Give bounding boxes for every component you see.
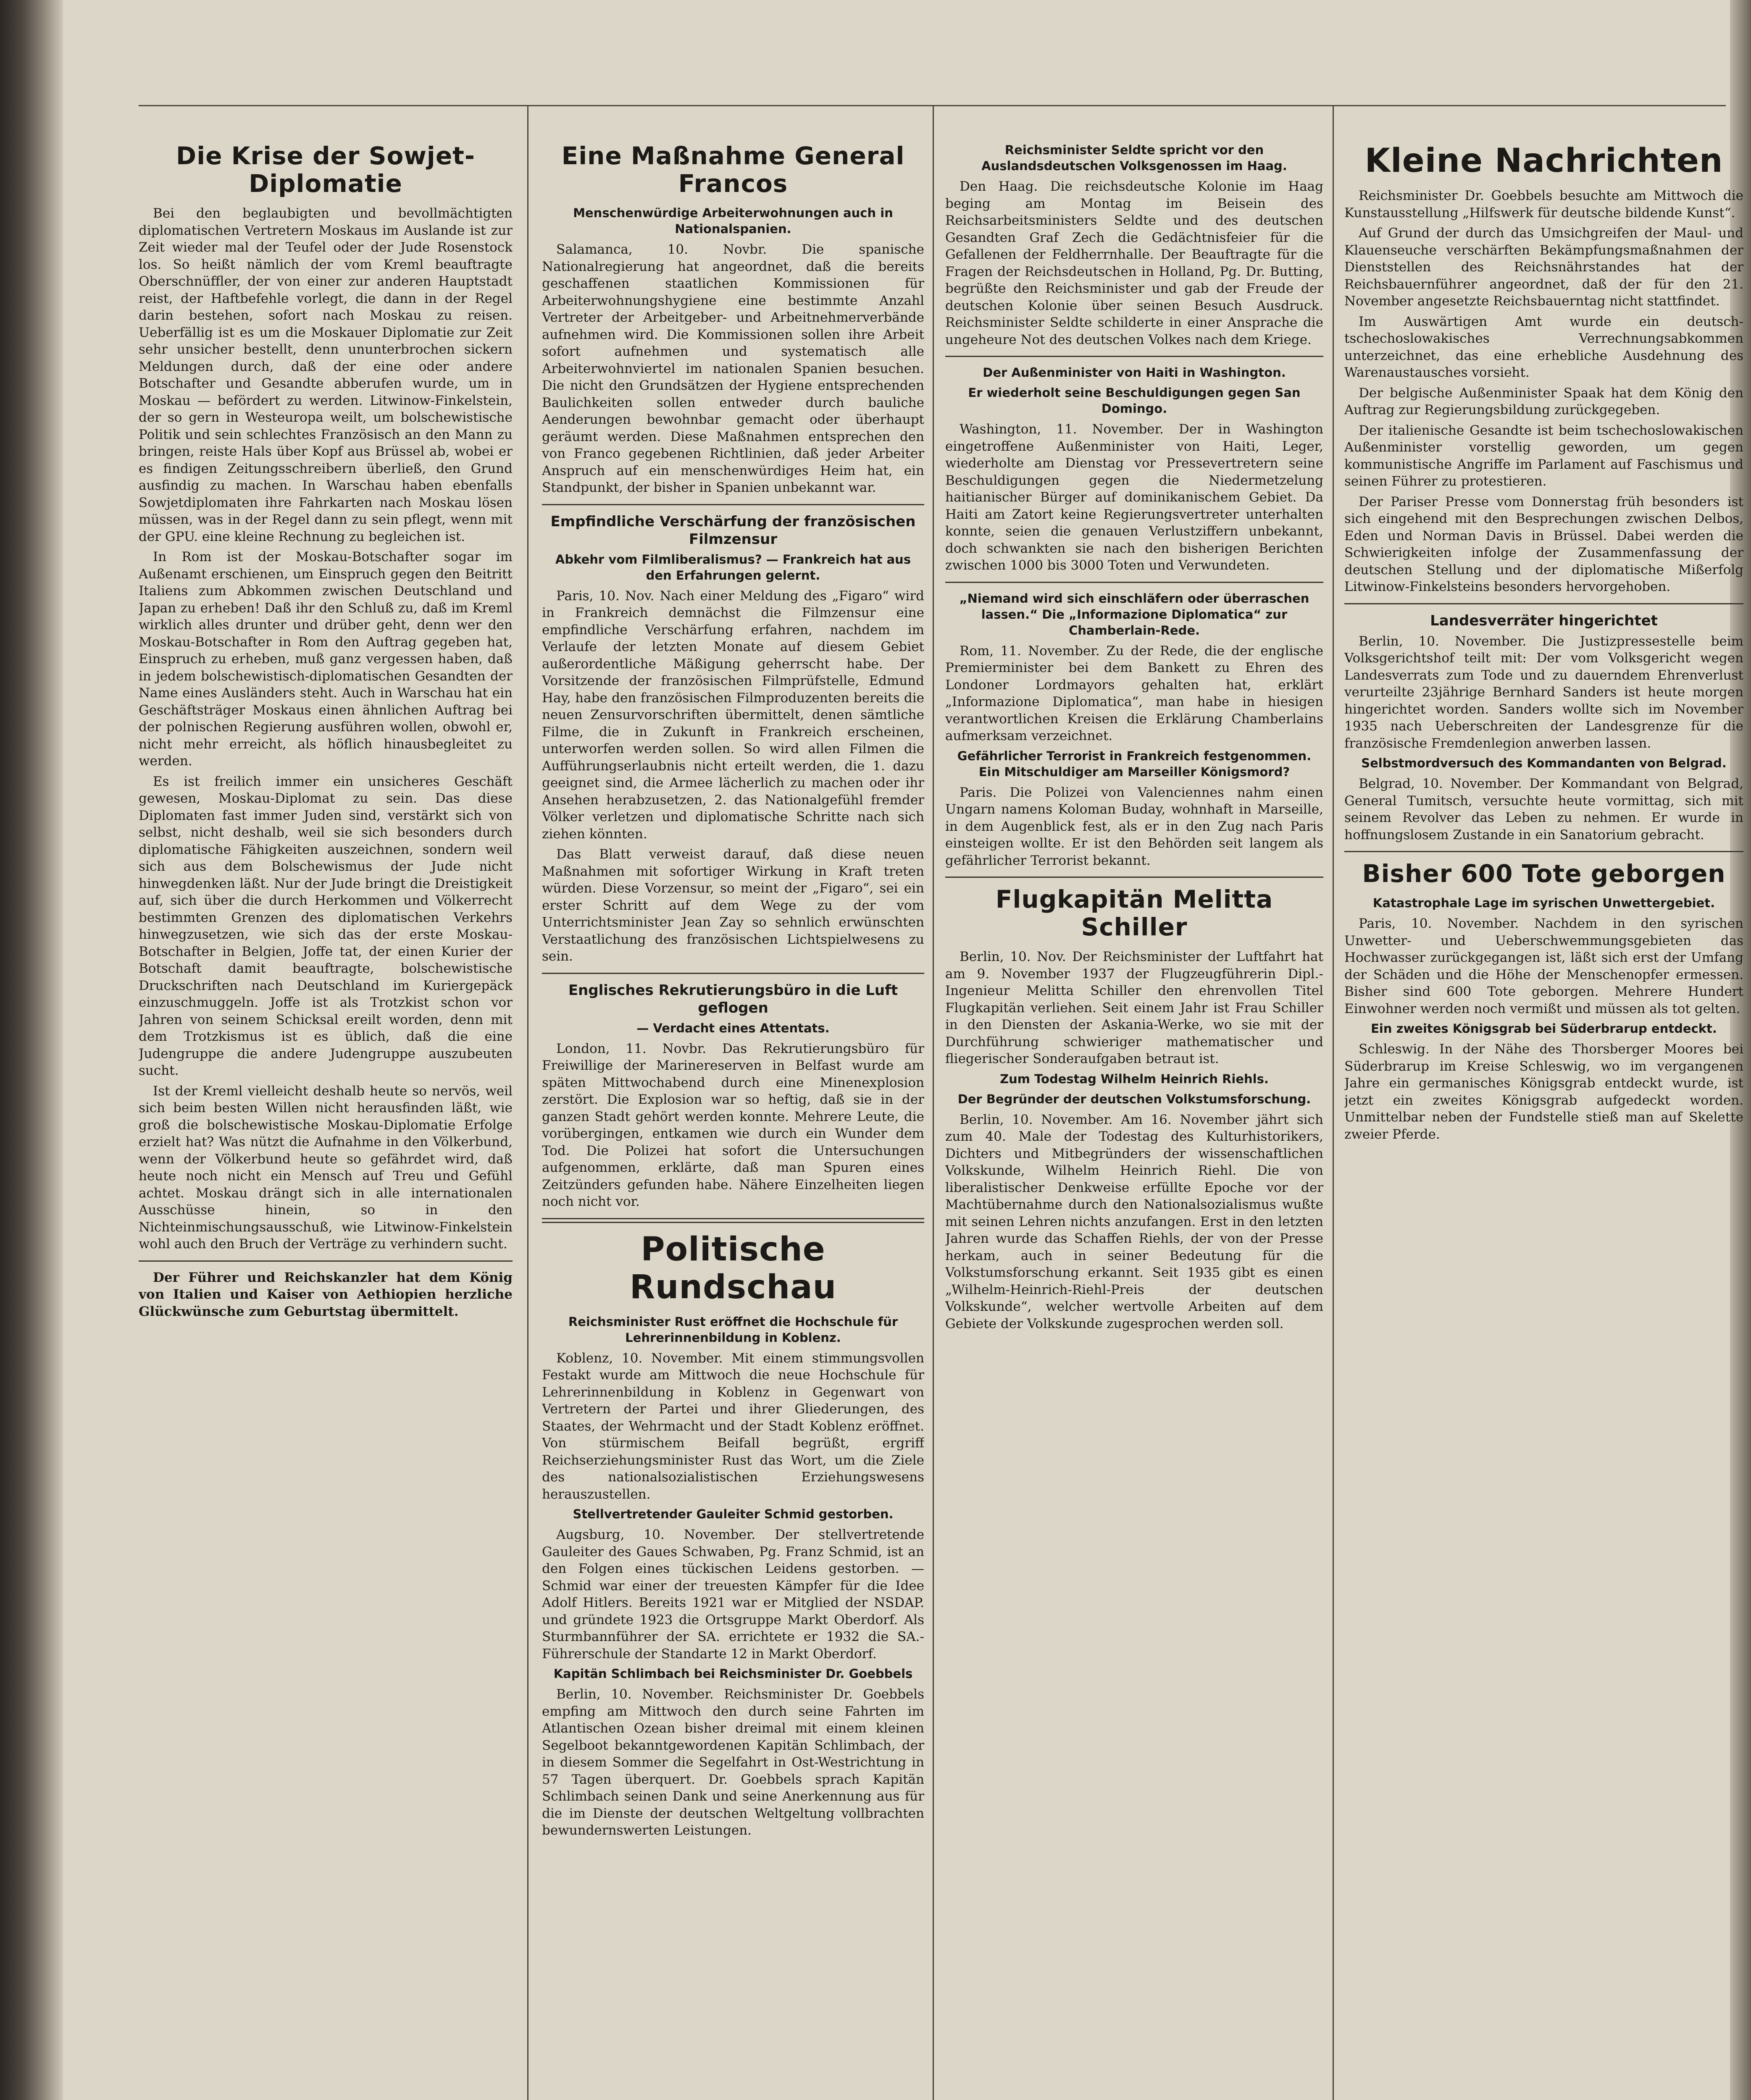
headline-terrorist: Gefährlicher Terrorist in Frankreich festgenommen. Ein Mitschuldiger am Marseiller Königsmord? — [957, 748, 1312, 779]
article-paragraph: Paris, 10. Nov. Nach einer Meldung des „Figaro“ wird in Frankreich demnächst die Filmzensur eine empfindliche Verschärfung erfahren, nachdem im Verlaufe der letzten Monate auf diesem Gebiet außerordentliche Mäßigung geherrscht habe. Der Vorsitzende der französischen Filmprüfstelle, Edmund Hay, habe den französischen Filmproduzenten bereits die neuen Zensurvorschriften übermittelt, denen sämtliche Filme, die in Zukunft in Frankreich erscheinen, unterworfen werden sollen. So wird allen Filmen die Aufführungserlaubnis nicht erteilt werden, die 1. dazu geeignet sind, die Armee lächerlich zu machen oder ihr Ansehen herabzusetzen, 2. das Nationalgefühl fremder Völker verletzen und diplomatische Schritte nach sich ziehen könnten. — [542, 588, 924, 842]
article-paragraph: Koblenz, 10. November. Mit einem stimmungsvollen Festakt wurde am Mittwoch die neue Hochschule für Lehrerinnenbildung in Koblenz in Gegenwart von Vertretern der Partei und ihrer Gliederungen, des Staates, der Wehrmacht und der Stadt Koblenz eröffnet. Von stürmischem Beifall begrüßt, ergriff Reichserziehungsminister Rust das Wort, um die Ziele des nationalsozialistischen Erziehungswesens herauszustellen. — [542, 1350, 924, 1502]
article-paragraph: Paris, 10. November. Nachdem in den syrischen Unwetter- und Ueberschwemmungsgebieten das Hochwasser zurückgegangen ist, läßt sich erst der Umfang der Schäden und die Höhe der Menschenopfer ermessen. Bisher sind 600 Tote geborgen. Mehrere Hundert Einwohner werden noch vermißt und müssen als tot gelten. — [1344, 916, 1743, 1016]
headline-schmid: Stellvertretender Gauleiter Schmid gestorben. — [573, 1507, 894, 1521]
separator — [1344, 603, 1743, 604]
subheadline: — Verdacht eines Attentats. — [636, 1021, 830, 1035]
separator — [542, 504, 924, 505]
top-rule — [139, 105, 1726, 106]
column-rule-1 — [527, 105, 528, 2100]
headline-600-tote: Bisher 600 Tote geborgen — [1362, 859, 1726, 888]
column-3 — [945, 139, 1323, 2100]
subheadline: Menschenwürdige Arbeiterwohnungen auch in Nationalspanien. — [573, 206, 893, 236]
column-4 — [1344, 139, 1743, 2100]
article-paragraph: London, 11. Novbr. Das Rekrutierungsbüro für Freiwillige der Marinereserven in Belfast wurde am späten Mittwochabend durch eine Minenexplosion zerstört. Die Explosion war so heftig, daß sie in der ganzen Stadt gehört werden konnte. Mehrere Leute, die vorübergingen, entkamen wie durch ein Wunder dem Tod. Die Polizei hat sofort die Untersuchungen aufgenommen, erklärte, daß man Spuren eines Zeitzünders gefunden habe. Nähere Einzelheiten liegen noch nicht vor. — [542, 1041, 924, 1209]
news-item: Reichsminister Dr. Goebbels besuchte am Mittwoch die Kunstausstellung „Hilfswerk für deutsche bildende Kunst“. — [1344, 188, 1743, 220]
news-item: Auf Grund der durch das Umsichgreifen der Maul- und Klauenseuche verschärften Bekämpfungsmaßnahmen der Dienststellen des Reichsnährstandes hat der Reichsbauernführer angeordnet, daß der für den 21. November angesetzte Reichsbauerntag nicht stattfindet. — [1344, 226, 1743, 309]
article-paragraph: Augsburg, 10. November. Der stellvertretende Gauleiter des Gaues Schwaben, Pg. Franz Schmid, ist an den Folgen eines tückischen Leidens gestorben. — Schmid war einer der treuesten Kämpfer für die Idee Adolf Hitlers. Bereits 1921 war er Mitglied der NSDAP. und gründete 1923 die Ortsgruppe Markt Oberdorf. Als Sturmbannführer der SA. errichtete er 1932 die SA.-Führerschule der Standarte 12 in Markt Oberdorf. — [542, 1527, 924, 1662]
article-paragraph: Berlin, 10. November. Reichsminister Dr. Goebbels empfing am Mittwoch den durch seine Fahrten im Atlantischen Ozean bisher dreimal mit einem kleinen Segelboot bekanntgewordenen Kapitän Schlimbach, der in diesem Sommer die Segelfahrt in Ost-Westrichtung in 57 Tagen überquert. Dr. Goebbels sprach Kapitän Schlimbach seinen Dank und seine Anerkennung aus für die im Dienste der deutschen Weltgeltung vollbrachten bewundernswerten Leistungen. — [542, 1687, 924, 1838]
headline-filmzensur: Empfindliche Verschärfung der französischen Filmzensur — [550, 513, 916, 548]
article-paragraph: Ist der Kreml vielleicht deshalb heute so nervös, weil sich beim besten Willen nicht herausfinden läßt, wie groß die bolschewistische Moskau-Diplomatie Erfolge erzielt hat? Was nützt die Aufnahme in den Völkerbund, wenn der Völkerbund heute so gefährdet wird, daß heute noch nicht ein Mensch auf Treu und Gefühl achtet. Moskau drängt sich in alle internationalen Ausschüsse hinein, so in den Nichteinmischungsausschuß, wie Litwinow-Finkelstein wohl auch den Bruch der Verträge zu verhindern sucht. — [139, 1083, 513, 1252]
article-paragraph: Schleswig. In der Nähe des Thorsberger Moores bei Süderbrarup im Kreise Schleswig, wo im vergangenen Jahre ein germanisches Königsgrab entdeckt wurde, ist jetzt ein zweites Königsgrab aufgedeckt worden. Unmittelbar neben der Fundstelle stieß man auf Skelette zweier Pferde. — [1344, 1042, 1743, 1142]
double-separator — [542, 1218, 924, 1223]
article-paragraph: Belgrad, 10. November. Der Kommandant von Belgrad, General Tumitsch, versuchte heute vormittag, sich mit seinem Revolver das Leben zu nehmen. Er wurde in hoffnungslosem Zustande in ein Sanatorium gebracht. — [1344, 776, 1743, 843]
news-item: Der Pariser Presse vom Donnerstag früh besonders ist sich eingehend mit den Besprechungen zwischen Delbos, Eden und Norman Davis in Brüssel. Dabei werden die Schwierigkeiten infolge der Zusammenfassung der deutschen Stellung und der diplomatische Mißerfolg Litwinow-Finkelsteins besonders hervorgehoben. — [1344, 494, 1743, 594]
headline-melitta-schiller: Flugkapitän Melitta Schiller — [995, 885, 1273, 941]
article-paragraph: Paris. Die Polizei von Valenciennes nahm einen Ungarn namens Koloman Buday, wohnhaft in Marseille, in dem Augenblick fest, als er in den Zug nach Paris einsteigen wollte. Er ist den Behörden seit langem als gefährlicher Terrorist bekannt. — [945, 785, 1323, 868]
notice-paragraph: Der Führer und Reichskanzler hat dem König von Italien und Kaiser von Aethiopien herzliche Glückwünsche zum Geburtstag übermittelt. — [139, 1270, 513, 1319]
headline-schlimbach: Kapitän Schlimbach bei Reichsminister Dr. Goebbels — [553, 1667, 913, 1681]
news-item: Im Auswärtigen Amt wurde ein deutsch-tschechoslowakisches Verrechnungsabkommen unterzeichnet, das eine erhebliche Ausdehnung des Warenaustausches vorsieht. — [1344, 314, 1743, 380]
separator — [945, 877, 1323, 878]
column-2 — [542, 139, 924, 2100]
headline-belgrad: Selbstmordversuch des Kommandanten von Belgrad. — [1361, 756, 1727, 770]
headline-franco: Eine Maßnahme General Francos — [561, 142, 905, 198]
subheadline: Er wiederholt seine Beschuldigungen gegen San Domingo. — [968, 386, 1301, 416]
article-paragraph: Das Blatt verweist darauf, daß diese neuen Maßnahmen mit sofortiger Wirkung in Kraft treten würden. Diese Vorzensur, so meint der „Figaro“, sei ein erster Schritt auf dem Wege zu der vom Unterrichtsminister Jean Zay so sehnlich erwünschten Verstaatlichung des französischen Lichtspielwesens zu sein. — [542, 847, 924, 964]
headline-seldte: Reichsminister Seldte spricht vor den Auslandsdeutschen Volksgenossen im Haag. — [981, 143, 1287, 173]
column-1 — [139, 139, 513, 2100]
subheadline: Abkehr vom Filmliberalismus? — Frankreich hat aus den Erfahrungen gelernt. — [555, 552, 911, 583]
headline-sowjet-diplomatie: Die Krise der Sowjet-Diplomatie — [176, 142, 475, 198]
column-rule-3 — [1333, 105, 1334, 2100]
headline-kleine-nachrichten: Kleine Nachrichten — [1365, 142, 1723, 180]
headline-haiti: Der Außenminister von Haiti in Washington. — [983, 365, 1286, 380]
news-item: Der belgische Außenminister Spaak hat dem König den Auftrag zur Regierungsbildung zurückgegeben. — [1344, 385, 1743, 417]
article-paragraph: Es ist freilich immer ein unsicheres Geschäft gewesen, Moskau-Diplomat zu sein. Das diese Diplomaten fast immer Juden sind, verstärkt sich von selbst, nicht deshalb, weil sie sich besonders durch diplomatische Fähigkeiten auszeichnen, sondern weil sich aus dem Bolschewismus der Jude nicht hinwegdenken läßt. Nur der Jude bringt die Dreistigkeit auf, sich über die durch Herkommen und Völkerrecht bestimmten Grenzen des diplomatischen Verkehrs hinwegzusetzen, wie sich das der erste Moskau-Botschafter in Belgien, Joffe tat, der einen Kurier der Botschaft damit beauftragte, bolschewistische Druckschriften nach Deutschland im Kuriergepäck einzuschmuggeln. Joffe ist als Trotzkist schon vor Jahren von seinem Schicksal ereilt worden, denn mit dem Trotzkismus ist es üblich, daß die eine Judengruppe die andere Judengruppe auszubeuten sucht. — [139, 774, 513, 1078]
subheadline: Reichsminister Rust eröffnet die Hochschule für Lehrerinnenbildung in Koblenz. — [568, 1314, 898, 1345]
headline-rekrutierungsbuero: Englisches Rekrutierungsbüro in die Luft geflogen — [568, 982, 898, 1016]
news-item: Der italienische Gesandte ist beim tschechoslowakischen Außenminister vorstellig geworden, um gegen kommunistische Angriffe im Parlament auf Faschismus und seinen Führer zu protestieren. — [1344, 423, 1743, 489]
headline-koenigsgrab: Ein zweites Königsgrab bei Süderbrarup entdeckt. — [1371, 1021, 1717, 1036]
headline-riehl: Zum Todestag Wilhelm Heinrich Riehls. — [1000, 1071, 1269, 1086]
article-paragraph: In Rom ist der Moskau-Botschafter sogar im Außenamt erschienen, um Einspruch gegen den Beitritt Italiens zum Abkommen zwischen Deutschland und Japan zu erheben! Daß ihr den Schluß zu, daß im Kreml wirklich alles drunter und drüber geht, denn wer den Moskau-Botschafter in Rom den Auftrag gegeben hat, Einspruch zu erheben, muß ganz vergessen haben, daß in jedem bolschewistisch-diplomatischen Gesandten der Name eines Ausländers steht. Auch in Warschau hat ein Geschäftsträger Moskaus einen ähnlichen Auftrag bei der polnischen Regierung ausführen wollen, obwohl er, nicht mehr erreicht, als höflich hinausbegleitet zu werden. — [139, 549, 513, 769]
separator — [945, 582, 1323, 583]
article-paragraph: Rom, 11. November. Zu der Rede, die der englische Premierminister bei dem Bankett zu Ehren des Londoner Lordmayors gehalten hat, erklärt „Informazione Diplomatica“, man habe in hiesigen verantwortlichen Kreisen die Erklärung Chamberlains aufmerksam verzeichnet. — [945, 643, 1323, 743]
book-spine-shadow — [0, 0, 63, 2100]
headline-chamberlain: „Niemand wird sich einschläfern oder überraschen lassen.“ Die „Informazione Diplomatica“ zur Chamberlain-Rede. — [959, 591, 1309, 638]
article-paragraph: Den Haag. Die reichsdeutsche Kolonie im Haag beging am Montag im Beisein des Reichsarbeitsministers Seldte und des deutschen Gesandten Graf Zech die Gedächtnisfeier für die Gefallenen der Feldherrnhalle. Der Beauftragte für die Fragen der Reichsdeutschen in Holland, Pg. Dr. Butting, begrüßte den Reichsminister und gab der Freude der deutschen Kolonie über seinen Besuch Ausdruck. Reichsminister Seldte schilderte in einer Ansprache die ungeheure Not des deutschen Volkes nach dem Kriege. — [945, 179, 1323, 347]
subheadline: Katastrophale Lage im syrischen Unwettergebiet. — [1372, 896, 1715, 910]
article-paragraph: Washington, 11. November. Der in Washington eingetroffene Außenminister von Haiti, Leger, wiederholte am Dienstag vor Pressevertretern seine Beschuldigungen gegen die Niedermetzelung haitianischer Bürger auf dominikanischem Gebiet. Da Haiti am Zatort keine Regierungsvertreter unterhalten konnte, seien die genauen Verlustziffern unbekannt, doch schwankten sie nach den bisherigen Berichten zwischen 1000 bis 3000 Toten und Verwundeten. — [945, 422, 1323, 573]
headline-landesverraeter: Landesverräter hingerichtet — [1430, 612, 1658, 629]
column-rule-2 — [933, 105, 934, 2100]
separator — [945, 356, 1323, 357]
article-paragraph: Berlin, 10. Nov. Der Reichsminister der Luftfahrt hat am 9. November 1937 der Flugzeugführerin Dipl.-Ingenieur Melitta Schiller den ehrenvollen Titel Flugkapitän verliehen. Seit einem Jahr ist Frau Schiller in den Diensten der Askania-Werke, wo sie mit der Durchführung schwieriger mathematischer und fliegerischer Sonderaufgaben betraut ist. — [945, 949, 1323, 1066]
subheadline: Der Begründer der deutschen Volkstumsforschung. — [957, 1092, 1311, 1106]
separator — [139, 1260, 513, 1262]
article-paragraph: Salamanca, 10. Novbr. Die spanische Nationalregierung hat angeordnet, daß die bereits geschaffenen staatlichen Kommissionen für Arbeiterwohnungshygiene eine bestimmte Anzahl Vertreter der Arbeitgeber- und Arbeitnehmerverbände aufnehmen wird. Die Kommissionen sollen ihre Arbeit sofort aufnehmen und systematisch alle Arbeiterwohnviertel im nationalen Spanien besuchen. Die nicht den Grundsätzen der Hygiene entsprechenden Baulichkeiten sollen entweder durch bauliche Aenderungen bewohnbar gemacht oder überhaupt geräumt werden. Diese Maßnahmen entsprechen den von Franco gegebenen Richtlinien, daß jeder Arbeiter Anspruch auf ein menschenwürdiges Heim hat, ein Standpunkt, der bisher in Spanien unbekannt war. — [542, 242, 924, 495]
article-paragraph: Berlin, 10. November. Die Justizpressestelle beim Volksgerichtshof teilt mit: Der vom Volksgericht wegen Landesverrats zum Tode und zu dauerndem Ehrenverlust verurteilte 23jährige Bernhard Sanders ist heute morgen hingerichtet worden. Sanders wollte sich im November 1935 nach Ueberschreiten der Landesgrenze für die französische Fremdenlegion anwerben lassen. — [1344, 633, 1743, 751]
article-paragraph: Berlin, 10. November. Am 16. November jährt sich zum 40. Male der Todestag des Kulturhistorikers, Dichters und Mitbegründers der wissenschaftlichen Volkskunde, Wilhelm Heinrich Riehl. Die von liberalistischer Denkweise erfüllte Epoche vor der Machtübernahme durch den Nationalsozialismus wußte mit seinen Lehren nichts anzufangen. Erst in den letzten Jahren wurde das Schaffen Riehls, der von der Presse herkam, auch in seiner Bedeutung für die Volkstumsforschung erkannt. Seit 1935 gibt es einen „Wilhelm-Heinrich-Riehl-Preis der deutschen Volkskunde“, welcher wertvolle Arbeiten auf dem Gebiete der Volkskunde zugesprochen werden soll. — [945, 1112, 1323, 1331]
section-politische-rundschau: Politische Rundschau — [629, 1230, 837, 1306]
article-paragraph: Bei den beglaubigten und bevollmächtigten diplomatischen Vertretern Moskaus im Auslande ist zur Zeit wieder mal der Teufel oder der Jude Rosenstock los. So heißt nämlich der vom Kreml beauftragte Oberschnüffler, der von einer zur anderen Hauptstadt reist, der Haftbefehle vorlegt, die dann in der Regel darin bestehen, sofort nach Moskau zu reisen. Ueberfällig ist es um die Moskauer Diplomatie zur Zeit sehr unsicher bestellt, denn ununterbrochen sickern Meldungen durch, daß der eine oder andere Botschafter und Gesandte abberufen wurde, um in Moskau — befördert zu werden. Litwinow-Finkelstein, der so gern in Westeuropa weilt, um bolschewistische Politik und sein schlechtes Französisch an den Mann zu bringen, reiste Hals über Kopf aus Brüssel ab, wobei er es findigen Zeitungsschreibern überließ, den Grund ausfindig zu machen. In Warschau haben ebenfalls Sowjetdiplomaten ihre Fahrkarten nach Moskau lösen müssen, was in der Regel dann zu sein pflegt, wenn mit der GPU. eine kleine Rechnung zu begleichen ist. — [139, 206, 513, 544]
separator — [1344, 851, 1743, 852]
separator — [542, 973, 924, 974]
